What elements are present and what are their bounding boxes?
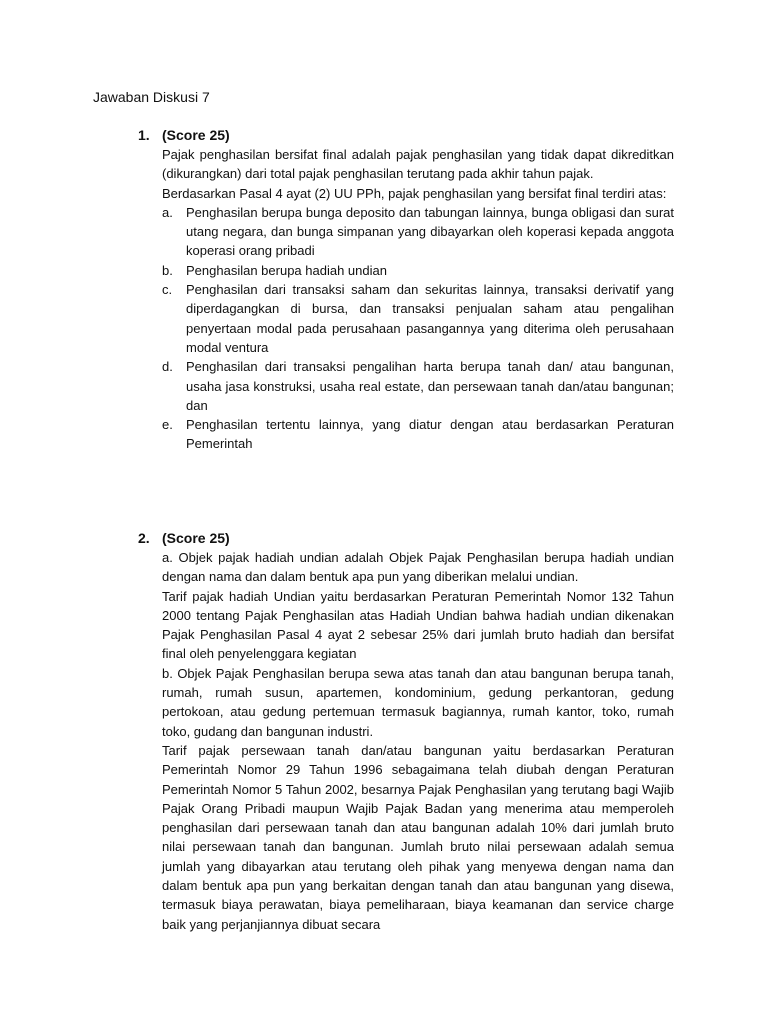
section-body <box>162 145 674 454</box>
paragraph: a. Objek pajak hadiah undian adalah Objek Pajak Penghasilan berupa hadiah undian dengan nama dan dalam bentuk apa pun yang diberikan melalui undian. <box>162 550 674 585</box>
paragraph: Pajak penghasilan bersifat final adalah pajak penghasilan yang tidak dapat dikreditkan (dikurangkan) dari total pajak penghasilan terutang pada akhir tahun pajak. <box>162 147 674 182</box>
final-tax-list <box>162 203 674 454</box>
paragraph: Berdasarkan Pasal 4 ayat (2) UU PPh, pajak penghasilan yang bersifat final terdiri atas: <box>162 185 667 201</box>
list-item-text: Penghasilan berupa bunga deposito dan tabungan lainnya, bunga obligasi dan surat utang negara, dan bunga simpanan yang dibayarkan oleh koperasi kepada anggota koperasi orang pribadi <box>186 204 674 259</box>
list-item <box>162 357 674 415</box>
list-marker: e. <box>162 417 173 433</box>
section-heading: (Score 25) <box>162 127 230 143</box>
list-item <box>162 415 674 454</box>
list-marker: b. <box>162 262 173 278</box>
list-item <box>162 261 674 280</box>
list-item-text: Penghasilan tertentu lainnya, yang diatur dengan atau berdasarkan Peraturan Pemerintah <box>186 417 674 452</box>
section-number: 2. <box>138 530 150 546</box>
list-item-text: Penghasilan dari transaksi pengalihan harta berupa tanah dan/ atau bangunan, usaha jasa konstruksi, usaha real estate, dan persewaan tanah dan/atau bangunan; dan <box>186 359 674 413</box>
list-item <box>162 280 674 357</box>
list-item-text: Penghasilan berupa hadiah undian <box>186 262 387 278</box>
section-heading: (Score 25) <box>162 530 230 546</box>
list-marker: d. <box>162 359 173 375</box>
paragraph: Tarif pajak persewaan tanah dan/atau bangunan yaitu berdasarkan Peraturan Pemerintah Nomor 29 Tahun 1996 sebagaimana telah diubah dengan Peraturan Pemerintah Nomor 5 Tahun 2002, besarnya Pajak Penghasilan yang terutang bagi Wajib Pajak Orang Pribadi maupun Wajib Pajak Badan yang menerima atau memperoleh penghasilan dari persewaan tanah dan atau bangunan adalah 10% dari jumlah bruto nilai persewaan tanah dan bangunan. Jumlah bruto nilai persewaan adalah semua jumlah yang dibayarkan atau terutang oleh pihak yang menyewa dengan nama dan dalam bentuk apa pun yang berkaitan dengan tanah dan atau bangunan yang disewa, termasuk biaya perawatan, biaya pemeliharaan, biaya keamanan dan service charge baik yang perjanjiannya dibuat secara <box>162 742 674 932</box>
section-body <box>162 548 674 934</box>
list-item <box>162 203 674 261</box>
list-marker: c. <box>162 282 173 298</box>
document-title: Jawaban Diskusi 7 <box>93 89 210 105</box>
paragraph: b. Objek Pajak Penghasilan berupa sewa atas tanah dan atau bangunan berupa tanah, rumah, rumah susun, apartemen, kondominium, gedung perkantoran, gedung pertokoan, atau gedung pertemuan termasuk bagiannya, rumah kantor, toko, rumah toko, gudang dan bangunan industri. <box>162 665 674 739</box>
paragraph: Tarif pajak hadiah Undian yaitu berdasarkan Peraturan Pemerintah Nomor 132 Tahun 2000 tentang Pajak Penghasilan atas Hadiah Undian bahwa hadiah undian dikenakan Pajak Penghasilan Pasal 4 ayat 2 sebesar 25% dari jumlah bruto hadiah dan bersifat final oleh penyelenggara kegiatan <box>162 588 674 662</box>
list-marker: a. <box>162 204 173 220</box>
section-number: 1. <box>138 127 150 143</box>
list-item-text: Penghasilan dari transaksi saham dan sekuritas lainnya, transaksi derivatif yang diperdagangkan di bursa, dan transaksi penjualan saham atau pengalihan penyertaan modal pada perusahaan pasangannya yang diterima oleh perusahaan modal ventura <box>186 282 674 355</box>
